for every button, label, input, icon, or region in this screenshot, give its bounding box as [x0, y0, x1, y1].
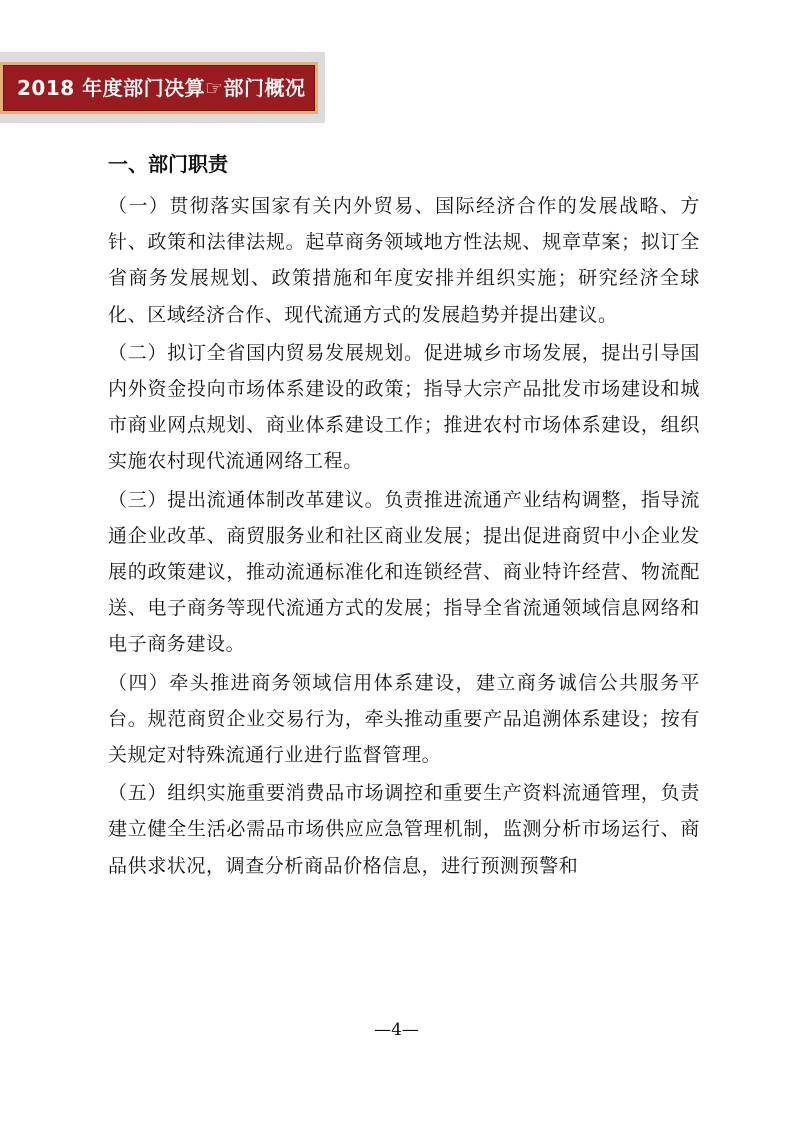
paragraph-4: （四）牵头推进商务领域信用体系建设，建立商务诚信公共服务平台。规范商贸企业交易行为，牵头推动重要产品追溯体系建设；按有关规定对特殊流通行业进行监督管理。: [108, 671, 700, 767]
paragraph-1: （一）贯彻落实国家有关内外贸易、国际经济合作的发展战略、方针、政策和法律法规。起草商务领域地方性法规、规章草案；拟订全省商务发展规划、政策措施和年度安排并组织实施；研究经济全球化、区域经济合作、现代流通方式的发展趋势并提出建议。: [108, 195, 700, 326]
header-banner: [0, 62, 318, 114]
paragraph-5: （五）组织实施重要消费品市场调控和重要生产资料流通管理，负责建立健全生活必需品市场供应应急管理机制，监测分析市场运行、商品供求状况，调查分析商品价格信息，进行预测预警和: [108, 782, 700, 877]
section-heading: 一、部门职责: [108, 152, 228, 176]
paragraph-2: （二）拟订全省国内贸易发展规划。促进城乡市场发展，提出引导国内外资金投向市场体系建设的政策；指导大宗产品批发市场建设和城市商业网点规划、商业体系建设工作；推进农村市场体系建设，组织实施农村现代流通网络工程。: [108, 341, 700, 473]
paragraph-3: （三）提出流通体制改革建议。负责推进流通产业结构调整，指导流通企业改革、商贸服务业和社区商业发展；提出促进商贸中小企业发展的政策建议，推动流通标准化和连锁经营、商业特许经营、物流配送、电子商务等现代流通方式的发展；指导全省流通领域信息网络和电子商务建设。: [108, 488, 700, 656]
banner-title: 2018 年度部门决算☞部门概况: [17, 76, 306, 100]
main-content: [108, 148, 700, 886]
page-number: —4—: [374, 1020, 419, 1040]
